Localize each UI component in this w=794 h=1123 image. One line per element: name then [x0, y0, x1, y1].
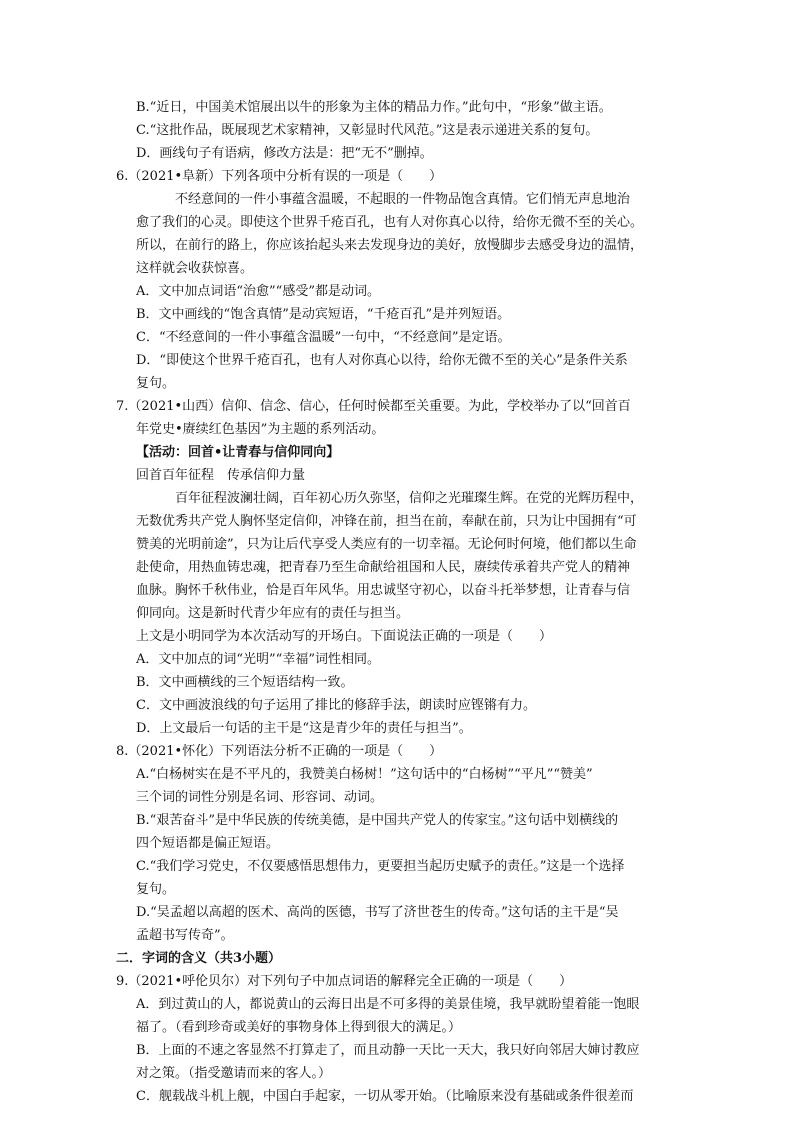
text-line: 【活动：回首•让青春与信仰同向】: [136, 445, 340, 460]
text-line: 三个词的词性分别是名词、形容词、动词。: [136, 790, 384, 805]
text-line: 赞美的光明前途”，只为让后代享受人类应有的一切幸福。无论何时何境，他们都以生命: [136, 537, 637, 552]
text-line: 孟超书写传奇”。: [136, 928, 234, 943]
text-line: 这样就会收获惊喜。: [136, 261, 254, 276]
text-line: 上文是小明同学为本次活动写的开场白。下面说法正确的一项是（ ）: [136, 629, 553, 644]
text-line: 二．字词的含义（共3小题）: [116, 951, 282, 966]
text-line: 愈了我们的心灵。即使这个世界千疮百孔，也有人对你真心以待，给你无微不至的关心。: [136, 215, 644, 230]
text-line: C.“这批作品，既展现艺术家精神，又彰显时代风范。”这是表示递进关系的复句。: [136, 123, 599, 138]
text-line: 四个短语都是偏正短语。: [136, 836, 280, 851]
text-line: D．“即使这个世界千疮百孔，也有人对你真心以待，给你无微不至的关心”是条件关系: [136, 353, 628, 368]
text-line: 年党史•赓续红色基因”为主题的系列活动。: [136, 422, 385, 437]
text-line: 9.（2021•呼伦贝尔）对下列句子中加点词语的解释完全正确的一项是（ ）: [116, 974, 573, 989]
text-line: 7.（2021•山西）信仰、信念、信心，任何时候都至关重要。为此，学校举办了以“回首百: [116, 399, 631, 414]
text-line: 对之策。（指受邀请而来的客人。）: [136, 1066, 332, 1081]
text-line: A．到过黄山的人，都说黄山的云海日出是不可多得的美景佳境，我早就盼望着能一饱眼: [136, 997, 640, 1012]
text-line: 百年征程波澜壮阔，百年初心历久弥坚，信仰之光璀璨生辉。在党的光辉历程中，: [162, 491, 644, 506]
text-line: B．上面的不速之客显然不打算走了，而且动静一天比一天大，我只好向邻居大婶讨教应: [136, 1043, 640, 1058]
text-line: 不经意间的一件小事蕴含温暖，不起眼的一件物品饱含真情。它们悄无声息地治: [162, 192, 631, 207]
text-line: 6.（2021•阜新）下列各项中分析有误的一项是（ ）: [116, 169, 443, 184]
text-line: D．上文最后一句话的主干是“这是青少年的责任与担当”。: [136, 721, 472, 736]
text-line: 福了。（看到珍奇或美好的事物身体上得到很大的满足。）: [136, 1020, 462, 1035]
text-line: 8.（2021•怀化）下列语法分析不正确的一项是（ ）: [116, 744, 443, 759]
text-line: C.“我们学习党史，不仅要感悟思想伟力，更要担当起历史赋予的责任。”这是一个选择: [136, 859, 625, 874]
text-line: B．文中画横线的三个短语结构一致。: [136, 675, 354, 690]
document-body: [116, 96, 696, 1108]
text-line: D.“吴孟超以高超的医术、高尚的医德，书写了济世苍生的传奇。”这句话的主干是“吴: [136, 905, 619, 920]
text-line: B．文中画线的“饱含真情”是动宾短语，“千疮百孔”是并列短语。: [136, 307, 511, 322]
text-line: A.“白杨树实在是不平凡的，我赞美白杨树！”这句话中的“白杨树”“平凡”“赞美”: [136, 767, 593, 782]
text-line: C．“不经意间的一件小事蕴含温暖”一句中，“不经意间”是定语。: [136, 330, 511, 345]
text-line: 无数优秀共产党人胸怀坚定信仰，冲锋在前，担当在前，奉献在前，只为让中国拥有“可: [136, 514, 637, 529]
text-line: 所以，在前行的路上，你应该抬起头来去发现身边的美好，放慢脚步去感受身边的温情，: [136, 238, 644, 253]
text-line: D．画线句子有语病，修改方法是：把“无不”删掉。: [136, 146, 433, 161]
text-line: 仰同向。这是新时代青少年应有的责任与担当。: [136, 606, 410, 621]
text-line: A．文中加点词语“治愈”“感受”都是动词。: [136, 284, 380, 299]
text-line: C．文中画波浪线的句子运用了排比的修辞手法，朗读时应铿锵有力。: [136, 698, 536, 713]
text-line: B.“艰苦奋斗”是中华民族的传统美德，是中国共产党人的传家宝。”这句话中划横线的: [136, 813, 619, 828]
text-line: C．舰载战斗机上舰，中国白手起家，一切从零开始。（比喻原来没有基础或条件很差而: [136, 1089, 634, 1104]
text-line: 回首百年征程 传承信仰力量: [136, 468, 306, 483]
text-line: 复句。: [136, 376, 176, 391]
text-line: 血脉。胸怀千秋伟业，恰是百年风华。用忠诚坚守初心，以奋斗托举梦想，让青春与信: [136, 583, 631, 598]
text-line: 赴使命，用热血铸忠魂，把青春乃至生命献给祖国和人民，赓续传承着共产党人的精神: [136, 560, 631, 575]
text-line: B.“近日，中国美术馆展出以牛的形象为主体的精品力作。”此句中，“形象”做主语。: [136, 100, 612, 115]
text-line: A．文中加点的词“光明”“幸福”词性相同。: [136, 652, 380, 667]
text-line: 复句。: [136, 882, 176, 897]
